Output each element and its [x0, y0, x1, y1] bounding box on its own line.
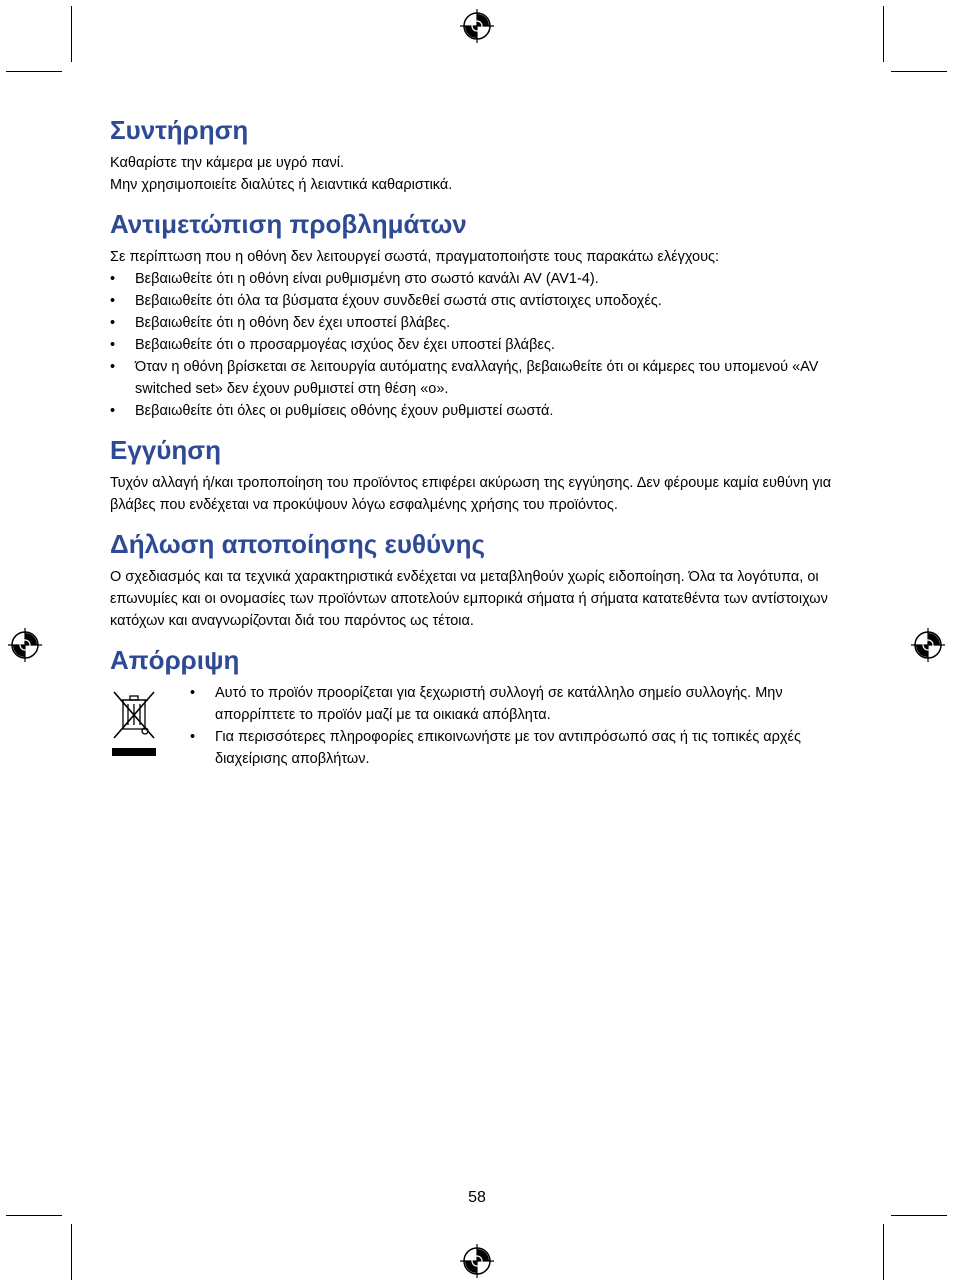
section-disposal: [110, 642, 845, 770]
section-title: Δήλωση αποποίησης ευθύνης: [110, 529, 485, 559]
crop-mark: [6, 71, 62, 72]
section-disclaimer: [110, 526, 845, 632]
section-title: Απόρριψη: [110, 645, 240, 675]
section-warranty: [110, 432, 845, 516]
section-maintenance: [110, 112, 845, 196]
list-item: • Βεβαιωθείτε ότι ο προσαρμογέας ισχύος δεν έχει υποστεί βλάβες.: [110, 334, 845, 356]
crop-mark: [883, 6, 884, 62]
crop-mark: [891, 1215, 947, 1216]
list-item: • Αυτό το προϊόν προορίζεται για ξεχωριστή συλλογή σε κατάλληλο σημείο συλλογής. Μην απορρίπτετε το προϊόν μαζί με τα οικιακά απόβλητα.: [190, 682, 845, 726]
body-text: Μην χρησιμοποιείτε διαλύτες ή λειαντικά καθαριστικά.: [110, 177, 453, 193]
list-item: • Βεβαιωθείτε ότι η οθόνη είναι ρυθμισμένη στο σωστό κανάλι AV (AV1-4).: [110, 268, 845, 290]
section-title: Εγγύηση: [110, 435, 221, 465]
section-title: Συντήρηση: [110, 115, 249, 145]
registration-mark-icon: [459, 1243, 495, 1279]
page-number: 58: [468, 1189, 486, 1206]
weee-crossed-bin-icon: [110, 682, 190, 770]
list-item: • Για περισσότερες πληροφορίες επικοινωνήστε με τον αντιπρόσωπό σας ή τις τοπικές αρχές διαχείρισης αποβλήτων.: [190, 726, 845, 770]
page-content: [110, 112, 845, 780]
body-text: Τυχόν αλλαγή ή/και τροποποίηση του προϊόντος επιφέρει ακύρωση της εγγύησης. Δεν φέρουμε καμία ευθύνη για βλάβες που ενδέχεται να προκύψουν λόγω εσφαλμένης χρήσης του προϊόντος.: [110, 475, 832, 513]
section-troubleshooting: [110, 206, 845, 422]
registration-mark-icon: [7, 627, 43, 663]
crop-mark: [6, 1215, 62, 1216]
crop-mark: [71, 1224, 72, 1280]
registration-mark-icon: [459, 8, 495, 44]
body-text: Καθαρίστε την κάμερα με υγρό πανί.: [110, 155, 345, 171]
bullet-list: [110, 268, 845, 422]
crop-mark: [891, 71, 947, 72]
crop-mark: [883, 1224, 884, 1280]
list-item: • Όταν η οθόνη βρίσκεται σε λειτουργία αυτόματης εναλλαγής, βεβαιωθείτε ότι οι κάμερες του υπομενού «AV switched set» δεν έχουν ρυθμιστεί στη θέση «o».: [110, 356, 845, 400]
list-item: • Βεβαιωθείτε ότι όλα τα βύσματα έχουν συνδεθεί σωστά στις αντίστοιχες υποδοχές.: [110, 290, 845, 312]
body-text: Ο σχεδιασμός και τα τεχνικά χαρακτηριστικά ενδέχεται να μεταβληθούν χωρίς ειδοποίηση. Όλα τα λογότυπα, οι επωνυμίες και οι ονομασίες των προϊόντων αποτελούν εμπορικά σήματα ή σήματα κατατεθέντα των αντίστοιχων κατόχων και αναγνωρίζονται διά του παρόντος ως τέτοια.: [110, 569, 828, 629]
registration-mark-icon: [910, 627, 946, 663]
bullet-list: [190, 682, 845, 770]
body-text: Σε περίπτωση που η οθόνη δεν λειτουργεί σωστά, πραγματοποιήστε τους παρακάτω ελέγχους:: [110, 249, 720, 265]
crop-mark: [71, 6, 72, 62]
list-item: • Βεβαιωθείτε ότι όλες οι ρυθμίσεις οθόνης έχουν ρυθμιστεί σωστά.: [110, 400, 845, 422]
section-title: Αντιμετώπιση προβλημάτων: [110, 209, 467, 239]
list-item: • Βεβαιωθείτε ότι η οθόνη δεν έχει υποστεί βλάβες.: [110, 312, 845, 334]
